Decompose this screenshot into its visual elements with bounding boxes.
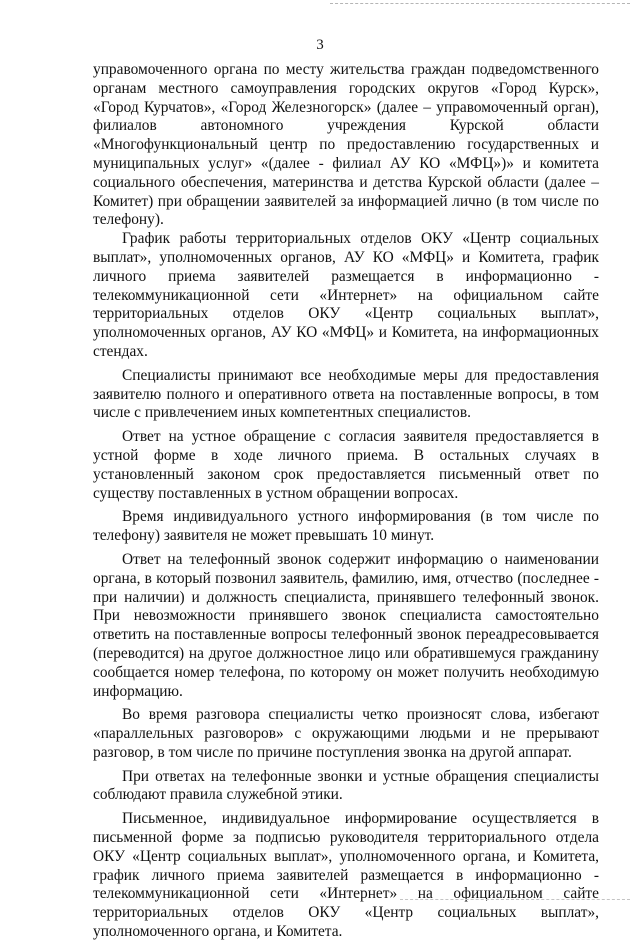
paragraph-specialists-measures: Специалисты принимают все необходимые меры для предоставления заявителю полного и оперативного ответа на поставленные вопросы, в том числе с привлечением иных компетентных специалистов.: [93, 366, 599, 422]
scan-edge-top: [330, 3, 630, 4]
paragraph-conversation-rules: Во время разговора специалисты четко произносят слова, избегают «параллельных разговоров» с окружающими людьми и не прерывают разговор, в том числе по причине поступления звонка на другой аппарат.: [93, 706, 599, 761]
paragraph-oral-response: Ответ на устное обращение с согласия заявителя предоставляется в устной форме в ходе личного приема. В остальных случаях в установленный законом срок предоставляется письменный ответ по существу поставленных в устном обращении вопросах.: [93, 428, 599, 502]
document-body: [93, 61, 599, 942]
scan-edge-bottom: [400, 899, 630, 900]
paragraph-phone-response: Ответ на телефонный звонок содержит информацию о наименовании органа, в который позвонил заявитель, фамилию, имя, отчество (последнее - при наличии) и должность специалиста, принявшего телефонный звонок. При невозможности принявшего звонок специалиста самостоятельно ответить на поставленные вопросы телефонный звонок переадресовывается (переводится) на другое должностное лицо или обратившемуся гражданину сообщается номер телефона, по которому он может получить необходимую информацию.: [93, 550, 599, 700]
paragraph-written-informing: Письменное, индивидуальное информирование осуществляется в письменной форме за подписью руководителя территориального отдела ОКУ «Центр социальных выплат», уполномоченного органа, и Комитета, график личного приема заявителей размещается в информационно - телекоммуникационной сети «Интернет» на официальном сайте территориальных отделов ОКУ «Центр социальных выплат», уполномоченного органа, и Комитета.: [93, 810, 599, 941]
page-number: 3: [316, 37, 324, 53]
paragraph-continuation: управомоченного органа по месту жительства граждан подведомственного органам местного самоуправления городских округов «Город Курск», «Город Курчатов», «Город Железногорск» (далее – управомоченный орган), филиалов автономного учреждения Курской области «Многофункциональный центр по предоставлению государственных и муниципальных услуг» «(далее - филиал АУ КО «МФЦ»)» и комитета социального обеспечения, материнства и детства Курской области (далее – Комитет) при обращении заявителей за информацией лично (в том числе по телефону).: [93, 61, 599, 229]
paragraph-service-ethics: При ответах на телефонные звонки и устные обращения специалисты соблюдают правила служебной этики.: [93, 767, 599, 804]
paragraph-work-schedule: График работы территориальных отделов ОКУ «Центр социальных выплат», уполномоченных органов, АУ КО «МФЦ» и Комитета, график личного приема заявителей размещается в информационно - телекоммуникационной сети «Интернет» на официальном сайте территориальных отделов ОКУ «Центр социальных выплат», уполномоченных органов, АУ КО «МФЦ» и Комитета, на информационных стендах.: [93, 230, 599, 360]
paragraph-informing-time: Время индивидуального устного информирования (в том числе по телефону) заявителя не может превышать 10 минут.: [93, 508, 599, 545]
